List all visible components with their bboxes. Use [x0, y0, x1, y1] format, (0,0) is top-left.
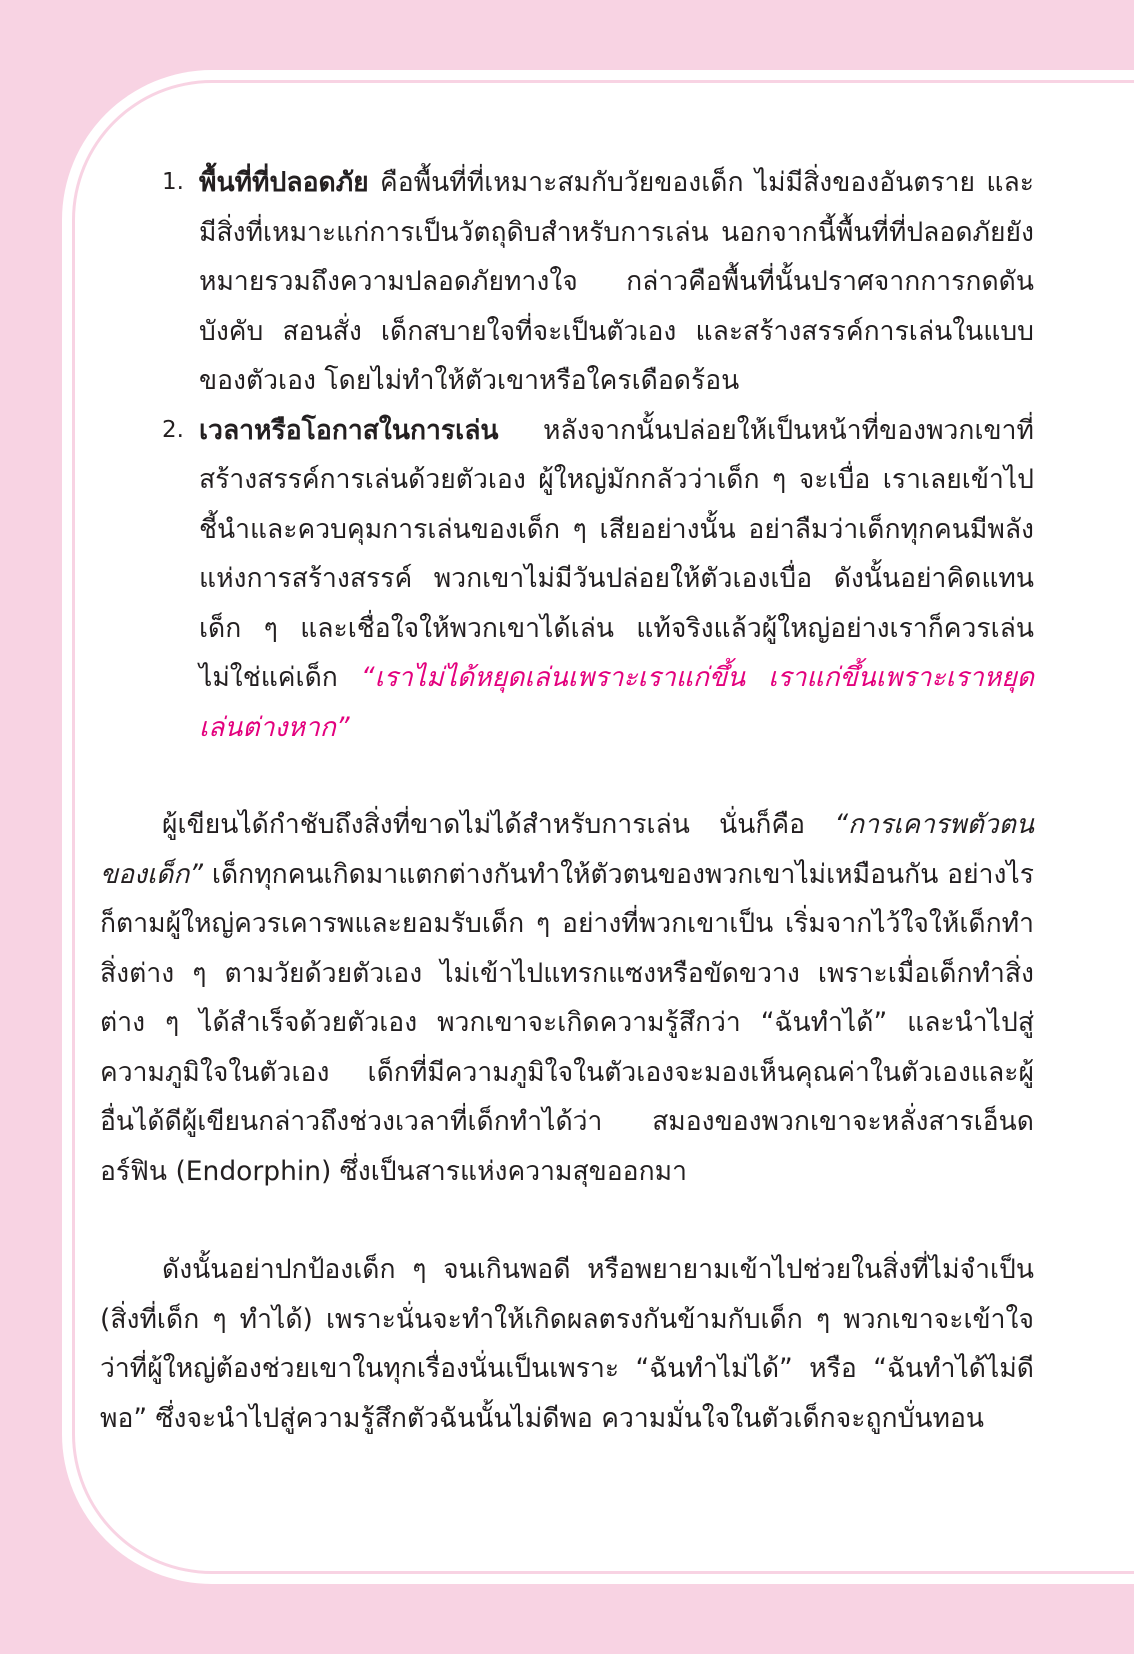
list-number: 2. [162, 416, 184, 443]
body-paragraph [100, 800, 1034, 1196]
numbered-list [100, 158, 1034, 752]
paragraph-intro: ผู้เขียนได้กำชับถึงสิ่งที่ขาดไม่ได้สำหรับการเล่น นั่นก็คือ [162, 809, 806, 840]
list-text: คือพื้นที่ที่เหมาะสมกับวัยของเด็ก ไม่มีสิ่งของอันตราย และมีสิ่งที่เหมาะแก่การเป็นวัตถุดิบสำหรับการเล่น นอกจากนี้พื้นที่ที่ปลอดภัยยังหมายรวมถึงความปลอดภัยทางใจ กล่าวคือพื้นที่นั้นปราศจากการกดดัน บังคับ สอนสั่ง เด็กสบายใจที่จะเป็นตัวเอง และสร้างสรรค์การเล่นในแบบของตัวเอง โดยไม่ทำให้ตัวเขาหรือใครเดือดร้อน [199, 167, 1034, 396]
document-content [100, 158, 1034, 1443]
pink-quote: “เราไม่ได้หยุดเล่นเพราะเราแก่ขึ้น เราแก่ขึ้นเพราะเราหยุดเล่นต่างหาก” [199, 662, 1034, 743]
paragraph-emphasis: “การเคารพตัวตนของเด็ก” [100, 809, 1034, 890]
paragraph-body: เด็กทุกคนเกิดมาแตกต่างกันทำให้ตัวตนของพวกเขาไม่เหมือนกัน อย่างไรก็ตามผู้ใหญ่ควรเคารพและยอมรับเด็ก ๆ อย่างที่พวกเขาเป็น เริ่มจากไว้ใจให้เด็กทำสิ่งต่าง ๆ ตามวัยด้วยตัวเอง ไม่เข้าไปแทรกแซงหรือขัดขวาง เพราะเมื่อเด็กทำสิ่งต่าง ๆ ได้สำเร็จด้วยตัวเอง พวกเขาจะเกิดความรู้สึกว่า “ฉันทำได้” และนำไปสู่ความภูมิใจในตัวเอง เด็กที่มีความภูมิใจในตัวเองจะมองเห็นคุณค่าในตัวเองและผู้อื่นได้ดีผู้เขียนกล่าวถึงช่วงเวลาที่เด็กทำได้ว่า สมองของพวกเขาจะหลั่งสารเอ็นดอร์ฟิน (Endorphin) ซึ่งเป็นสารแห่งความสุขออกมา [100, 858, 1034, 1187]
list-term: เวลาหรือโอกาสในการเล่น [199, 414, 499, 446]
list-item [100, 158, 1034, 406]
list-item [100, 406, 1034, 753]
list-number: 1. [162, 169, 184, 195]
list-text: หลังจากนั้นปล่อยให้เป็นหน้าที่ของพวกเขาที่สร้างสรรค์การเล่นด้วยตัวเอง ผู้ใหญ่มักกลัวว่าเด็ก ๆ จะเบื่อ เราเลยเข้าไปชี้นำและควบคุมการเล่นของเด็ก ๆ เสียอย่างนั้น อย่าลืมว่าเด็กทุกคนมีพลังแห่งการสร้างสรรค์ พวกเขาไม่มีวันปล่อยให้ตัวเองเบื่อ ดังนั้นอย่าคิดแทนเด็ก ๆ และเชื่อใจให้พวกเขาได้เล่น แท้จริงแล้วผู้ใหญ่อย่างเราก็ควรเล่นไม่ใช่แค่เด็ก [199, 414, 1034, 693]
body-paragraph: ดังนั้นอย่าปกป้องเด็ก ๆ จนเกินพอดี หรือพยายามเข้าไปช่วยในสิ่งที่ไม่จำเป็น (สิ่งที่เด็ก ๆ ทำได้) เพราะนั่นจะทำให้เกิดผลตรงกันข้ามกับเด็ก ๆ พวกเขาจะเข้าใจว่าที่ผู้ใหญ่ต้องช่วยเขาในทุกเรื่องนั่นเป็นเพราะ “ฉันทำไม่ได้” หรือ “ฉันทำได้ไม่ดีพอ” ซึ่งจะนำไปสู่ความรู้สึกตัวฉันนั้นไม่ดีพอ ความมั่นใจในตัวเด็กจะถูกบั่นทอน [100, 1254, 1034, 1434]
list-term: พื้นที่ที่ปลอดภัย [199, 167, 369, 198]
